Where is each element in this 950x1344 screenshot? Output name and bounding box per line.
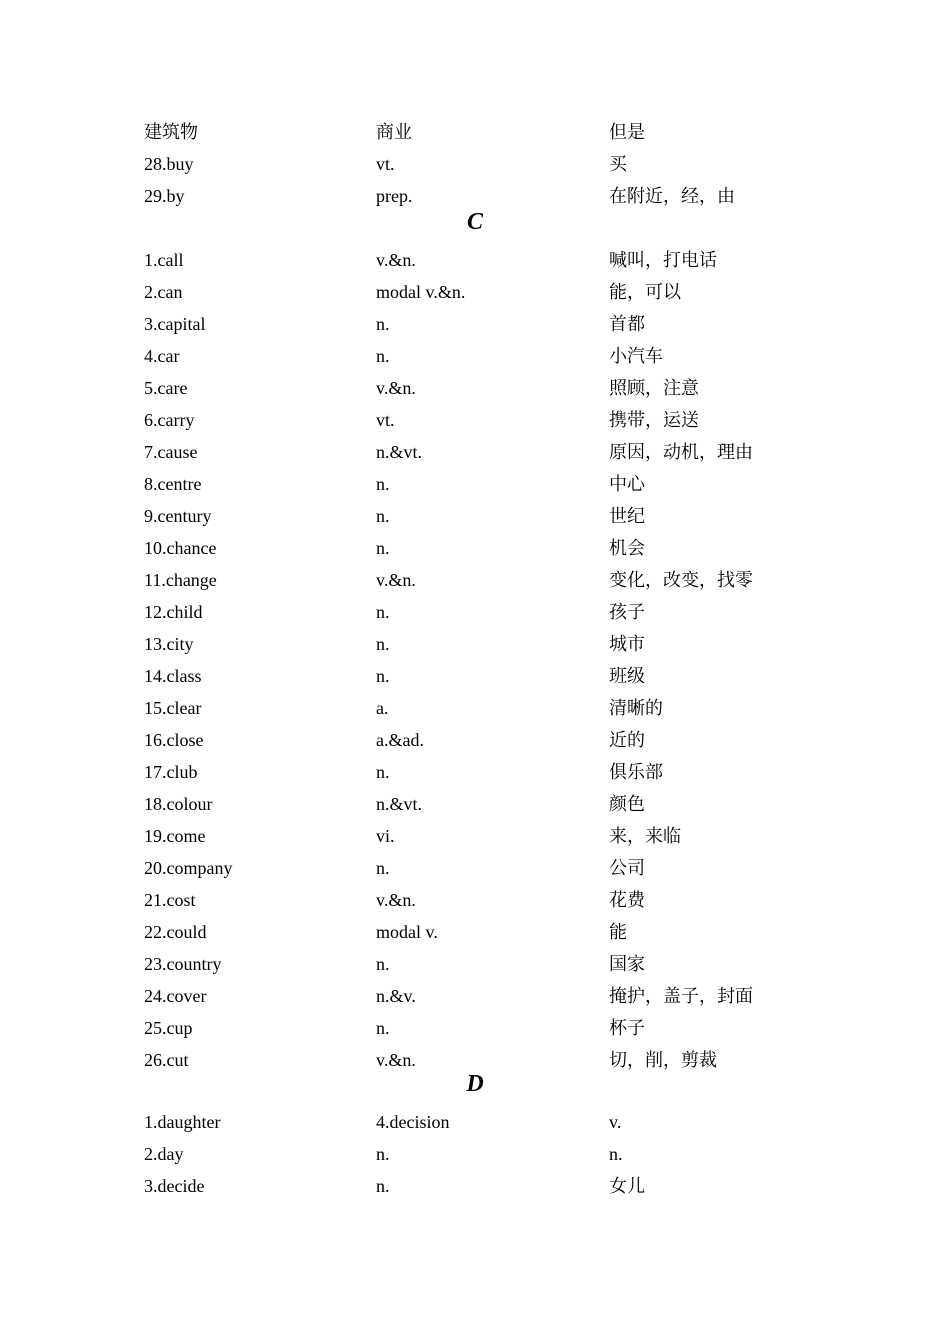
section-heading-d: D xyxy=(466,1071,484,1097)
chinese-meaning: 能 xyxy=(609,922,627,942)
part-of-speech: n. xyxy=(376,762,390,782)
word-entry: 3.capital xyxy=(144,314,206,334)
word-entry: 13.city xyxy=(144,634,194,654)
part-of-speech: n. xyxy=(376,858,390,878)
word-row xyxy=(0,596,950,628)
word-row xyxy=(0,404,950,436)
part-of-speech: vi. xyxy=(376,826,395,846)
part-of-speech: n. xyxy=(376,474,390,494)
word-entry: 3.decide xyxy=(144,1176,205,1196)
word-row xyxy=(0,276,950,308)
chinese-meaning: 来，来临 xyxy=(609,826,681,846)
chinese-meaning: 照顾，注意 xyxy=(609,378,699,398)
word-entry: 1.call xyxy=(144,250,184,270)
word-entry: 5.care xyxy=(144,378,188,398)
chinese-meaning: 变化，改变，找零 xyxy=(609,570,753,590)
word-row xyxy=(0,436,950,468)
part-of-speech: v.&n. xyxy=(376,570,416,590)
word-entry: 7.cause xyxy=(144,442,198,462)
part-of-speech: n.&vt. xyxy=(376,794,423,814)
part-of-speech: n. xyxy=(376,346,390,366)
word-row xyxy=(0,948,950,980)
word-entry: 8.centre xyxy=(144,474,202,494)
word-entry: 14.class xyxy=(144,666,202,686)
word-row xyxy=(0,1170,950,1202)
word-entry: 17.club xyxy=(144,762,198,782)
part-of-speech: v.&n. xyxy=(376,250,416,270)
word-row xyxy=(0,820,950,852)
word-row xyxy=(0,756,950,788)
word-entry: 1.daughter xyxy=(144,1112,221,1132)
word-entry: 11.change xyxy=(144,570,217,590)
section-d xyxy=(0,1106,950,1202)
part-of-speech: n. xyxy=(376,634,390,654)
word-row xyxy=(0,532,950,564)
word-entry: 建筑物 xyxy=(144,122,198,142)
word-entry: 20.company xyxy=(144,858,233,878)
chinese-meaning: 买 xyxy=(609,154,627,174)
word-entry: 28.buy xyxy=(144,154,194,174)
part-of-speech: modal v.&n. xyxy=(376,282,466,302)
word-entry: 10.chance xyxy=(144,538,217,558)
word-entry: 29.by xyxy=(144,186,185,206)
chinese-meaning: 花费 xyxy=(609,890,645,910)
part-of-speech: v.&n. xyxy=(376,1050,416,1070)
part-of-speech: modal v. xyxy=(376,922,438,942)
part-of-speech: 商业 xyxy=(376,122,412,142)
word-entry: 2.can xyxy=(144,282,183,302)
word-row xyxy=(0,852,950,884)
word-row xyxy=(0,916,950,948)
part-of-speech: vt. xyxy=(376,410,395,430)
chinese-meaning: 班级 xyxy=(609,666,645,686)
chinese-meaning: 喊叫，打电话 xyxy=(609,250,717,270)
word-entry: 2.day xyxy=(144,1144,184,1164)
part-of-speech: n. xyxy=(376,1144,390,1164)
word-list-b xyxy=(0,116,950,212)
chinese-meaning: 能，可以 xyxy=(609,282,681,302)
word-row xyxy=(0,340,950,372)
chinese-meaning: 杯子 xyxy=(609,1018,645,1038)
word-row xyxy=(0,372,950,404)
chinese-meaning: 掩护，盖子，封面 xyxy=(609,986,753,1006)
part-of-speech: n. xyxy=(376,954,390,974)
chinese-meaning: 城市 xyxy=(609,634,645,654)
part-of-speech: v.&n. xyxy=(376,890,416,910)
word-row xyxy=(0,692,950,724)
word-entry: 9.century xyxy=(144,506,212,526)
word-row xyxy=(0,244,950,276)
word-row xyxy=(0,148,950,180)
section-c xyxy=(0,244,950,1076)
chinese-meaning: 世纪 xyxy=(609,506,645,526)
chinese-meaning: 机会 xyxy=(609,538,645,558)
part-of-speech: 4.decision xyxy=(376,1112,450,1132)
chinese-meaning: 切，削，剪裁 xyxy=(609,1050,717,1070)
word-row xyxy=(0,1012,950,1044)
word-row xyxy=(0,660,950,692)
word-entry: 25.cup xyxy=(144,1018,193,1038)
chinese-meaning: 孩子 xyxy=(609,602,645,622)
word-entry: 16.close xyxy=(144,730,204,750)
chinese-meaning: 近的 xyxy=(609,730,645,750)
chinese-meaning: 俱乐部 xyxy=(609,762,663,782)
chinese-meaning: 公司 xyxy=(609,858,645,878)
word-row xyxy=(0,980,950,1012)
section-b-tail xyxy=(0,116,950,212)
chinese-meaning: 携带，运送 xyxy=(609,410,699,430)
word-row xyxy=(0,788,950,820)
word-row xyxy=(0,500,950,532)
word-row xyxy=(0,308,950,340)
part-of-speech: a.&ad. xyxy=(376,730,424,750)
part-of-speech: n. xyxy=(376,602,390,622)
part-of-speech: prep. xyxy=(376,186,413,206)
part-of-speech: vt. xyxy=(376,154,395,174)
word-entry: 26.cut xyxy=(144,1050,189,1070)
word-entry: 12.child xyxy=(144,602,203,622)
part-of-speech: n. xyxy=(376,506,390,526)
chinese-meaning: 在附近，经，由 xyxy=(609,186,735,206)
word-row xyxy=(0,1106,950,1138)
word-row xyxy=(0,564,950,596)
word-entry: 15.clear xyxy=(144,698,202,718)
word-row xyxy=(0,628,950,660)
part-of-speech: n.&vt. xyxy=(376,442,423,462)
part-of-speech: a. xyxy=(376,698,389,718)
word-row xyxy=(0,724,950,756)
chinese-meaning: 女儿 xyxy=(609,1176,645,1196)
part-of-speech: n. xyxy=(376,538,390,558)
chinese-meaning: 国家 xyxy=(609,954,645,974)
chinese-meaning: 颜色 xyxy=(609,794,645,814)
part-of-speech: n. xyxy=(376,314,390,334)
word-entry: 19.come xyxy=(144,826,206,846)
chinese-meaning: 中心 xyxy=(609,474,645,494)
word-row xyxy=(0,1138,950,1170)
section-heading-c: C xyxy=(466,209,483,235)
part-of-speech: n. xyxy=(376,666,390,686)
chinese-meaning: v. xyxy=(609,1112,622,1132)
part-of-speech: n. xyxy=(376,1018,390,1038)
part-of-speech: v.&n. xyxy=(376,378,416,398)
word-row xyxy=(0,468,950,500)
word-entry: 4.car xyxy=(144,346,180,366)
chinese-meaning: 但是 xyxy=(609,122,645,142)
word-list-d xyxy=(0,1106,950,1202)
word-entry: 6.carry xyxy=(144,410,195,430)
part-of-speech: n.&v. xyxy=(376,986,416,1006)
word-row xyxy=(0,116,950,148)
word-row xyxy=(0,884,950,916)
chinese-meaning: 原因，动机，理由 xyxy=(609,442,753,462)
word-entry: 24.cover xyxy=(144,986,207,1006)
chinese-meaning: 清晰的 xyxy=(609,698,663,718)
chinese-meaning: 首都 xyxy=(609,314,645,334)
word-entry: 18.colour xyxy=(144,794,213,814)
word-entry: 23.country xyxy=(144,954,222,974)
word-entry: 22.could xyxy=(144,922,207,942)
part-of-speech: n. xyxy=(376,1176,390,1196)
word-entry: 21.cost xyxy=(144,890,196,910)
chinese-meaning: 小汽车 xyxy=(609,346,663,366)
word-list-c xyxy=(0,244,950,1076)
chinese-meaning: n. xyxy=(609,1144,623,1164)
